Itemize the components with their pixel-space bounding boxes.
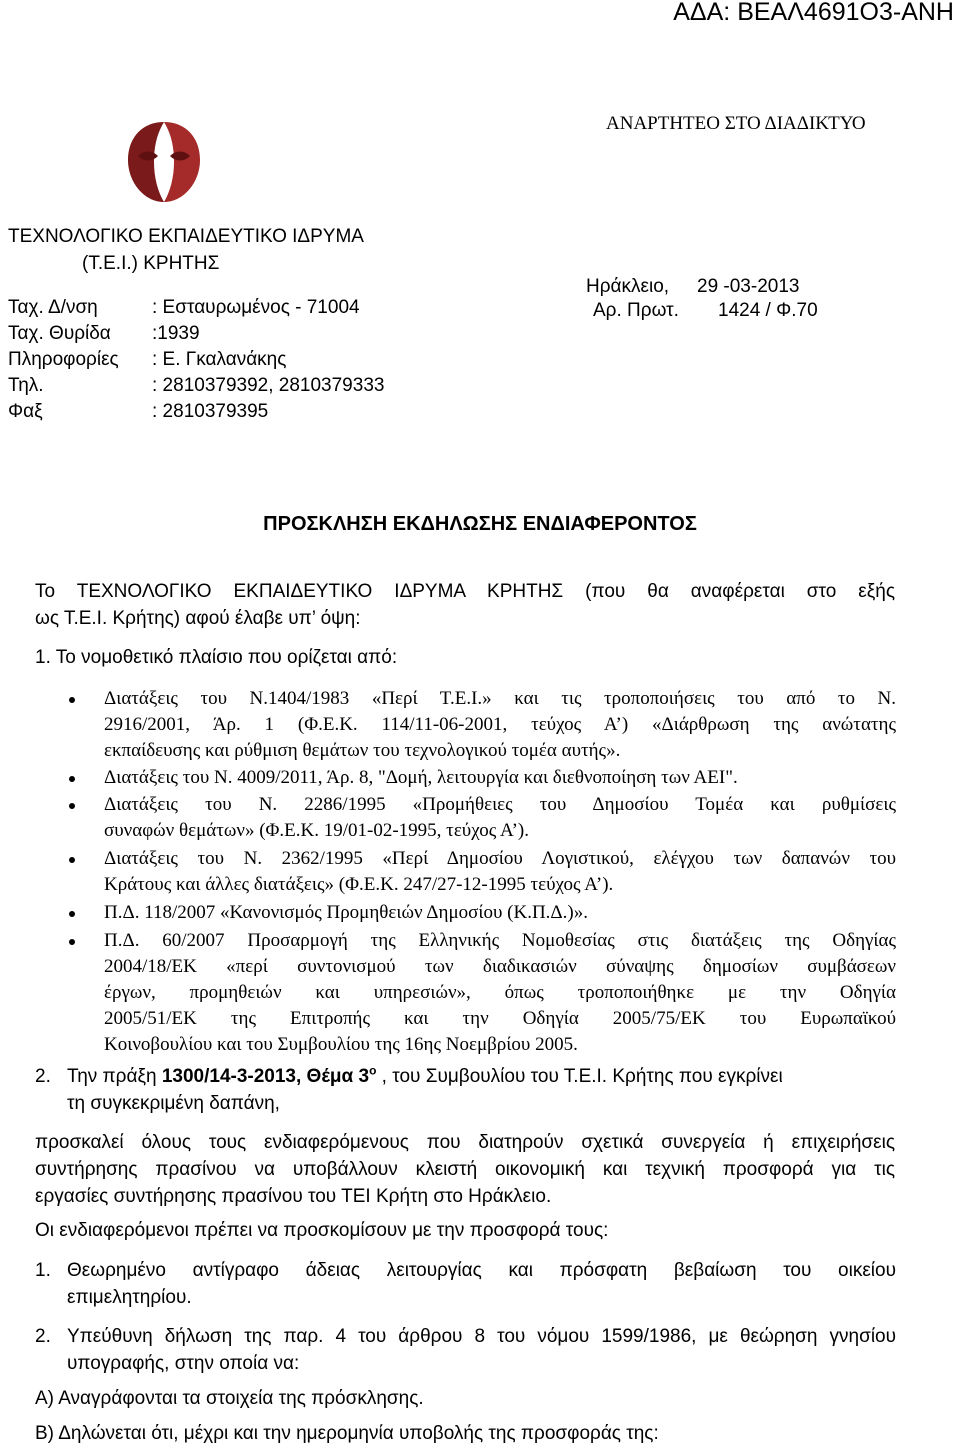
list-item: 2004/18/ΕΚ «περί συντονισμού των διαδικασιών σύναψης δημοσίων συμβάσεων	[104, 956, 896, 977]
list-item: Κοινοβουλίου και του Συμβουλίου της 16ης Νοεμβρίου 2005.	[104, 1034, 578, 1055]
institution-logo	[118, 116, 210, 208]
list-item: 2916/2001, Άρ. 1 (Φ.Ε.Κ. 114/11-06-2001, τεύχος Α’) «Διάρθρωση της ανώτατης	[104, 714, 896, 735]
list-item: 2005/51/ΕΚ της Επιτροπής και την Οδηγία 2005/75/ΕΚ του Ευρωπαϊκού	[104, 1008, 896, 1029]
item-2-sup: ο	[369, 1063, 377, 1078]
requirement-number: 1.	[35, 1260, 51, 1281]
list-item: Κράτους και άλλες διατάξεις» (Φ.Ε.Κ. 247/27-12-1995 τεύχος Α’).	[104, 874, 614, 895]
bullet-icon	[69, 697, 75, 703]
document-title: ΠΡΟΣΚΛΗΣΗ ΕΚΔΗΛΩΣΗΣ ΕΝΔΙΑΦΕΡΟΝΤΟΣ	[263, 513, 697, 535]
list-item: Διατάξεις του Ν. 2286/1995 «Προμήθειες του Δημοσίου Τομέα και ρυθμίσεις	[104, 794, 896, 815]
list-item: Π.Δ. 60/2007 Προσαρμογή της Ελληνικής Νομοθεσίας στις διατάξεις της Οδηγίας	[104, 930, 896, 951]
item-1-heading: 1. Το νομοθετικό πλαίσιο που ορίζεται από:	[35, 647, 398, 668]
item-2-pre: Την πράξη	[67, 1066, 162, 1087]
item-2-post: , του Συμβουλίου του Τ.Ε.Ι. Κρήτης που εγκρίνει	[376, 1066, 783, 1087]
bullet-icon	[69, 939, 75, 945]
contact-value: : 2810379395	[152, 401, 269, 422]
bullet-icon	[69, 803, 75, 809]
ada-code: ΑΔΑ: ΒΕΑΛ4691Ο3-ΑΝΗ	[673, 0, 954, 26]
sub-item-b: Β) Δηλώνεται ότι, μέχρι και την ημερομηνία υποβολής της προσφοράς της:	[35, 1423, 659, 1444]
invitation-line: εργασίες συντήρησης πρασίνου του ΤΕΙ Κρήτη στο Ηράκλειο.	[35, 1186, 552, 1207]
requirements-intro: Οι ενδιαφερόμενοι πρέπει να προσκομίσουν με την προσφορά τους:	[35, 1220, 609, 1241]
list-item: συναφών θεμάτων» (Φ.Ε.Κ. 19/01-02-1995, τεύχος Α’).	[104, 820, 529, 841]
contact-value: : Εσταυρωμένος - 71004	[152, 297, 360, 318]
posted-notice: ΑΝΑΡΤΗΤΕΟ ΣΤΟ ΔΙΑΔΙΚΤΥΟ	[606, 113, 866, 134]
item-2-decision: 1300/14-3-2013, Θέμα 3	[161, 1066, 370, 1087]
contact-label: Ταχ. Θυρίδα	[8, 323, 111, 344]
institution-line2: (Τ.Ε.Ι.) ΚΡΗΤΗΣ	[82, 253, 220, 274]
contact-value: : Ε. Γκαλανάκης	[152, 349, 287, 370]
requirement-line: Υπεύθυνη δήλωση της παρ. 4 του άρθρου 8 του νόμου 1599/1986, με θεώρηση γνησίου	[67, 1326, 896, 1347]
contact-label: Φαξ	[8, 401, 43, 422]
contact-label: Τηλ.	[8, 375, 44, 396]
contact-label: Ταχ. Δ/νση	[8, 297, 98, 318]
institution-line1: ΤΕΧΝΟΛΟΓΙΚΟ ΕΚΠΑΙΔΕΥΤΙΚΟ ΙΔΡΥΜΑ	[8, 226, 364, 247]
requirement-number: 2.	[35, 1326, 51, 1347]
document-date: 29 -03-2013	[697, 276, 800, 297]
item-2-line2: τη συγκεκριμένη δαπάνη,	[67, 1093, 280, 1114]
protocol-number: 1424 / Φ.70	[718, 300, 818, 321]
bullet-icon	[69, 776, 75, 782]
requirement-line: υπογραφής, στην οποία να:	[67, 1353, 300, 1374]
contact-value: :1939	[152, 323, 200, 344]
place-label: Ηράκλειο,	[586, 276, 670, 297]
invitation-line: συντήρησης πρασίνου να υποβάλλουν κλειστή οικονομική και τεχνική προσφορά για τις	[35, 1159, 895, 1180]
list-item: έργων, προμηθειών και υπηρεσιών», όπως τροποποιήθηκε με την Οδηγία	[104, 982, 896, 1003]
requirement-line: Θεωρημένο αντίγραφο άδειας λειτουργίας και πρόσφατη βεβαίωση του οικείου	[67, 1260, 896, 1281]
bullet-icon	[69, 857, 75, 863]
item-2-number: 2.	[35, 1066, 51, 1087]
intro-line: ως Τ.Ε.Ι. Κρήτης) αφού έλαβε υπ’ όψη:	[35, 608, 361, 629]
list-item: Π.Δ. 118/2007 «Κανονισμός Προμηθειών Δημοσίου (Κ.Π.Δ.)».	[104, 902, 588, 923]
list-item: εκπαίδευσης και ρύθμιση θεμάτων του τεχνολογικού τομέα αυτής».	[104, 740, 621, 761]
protocol-label: Αρ. Πρωτ.	[593, 300, 679, 321]
contact-label: Πληροφορίες	[8, 349, 119, 370]
item-2-line	[67, 1063, 783, 1090]
contact-value: : 2810379392, 2810379333	[152, 375, 385, 396]
list-item: Διατάξεις του Ν. 4009/2011, Άρ. 8, "Δομή, λειτουργία και διεθνοποίηση των ΑΕΙ".	[104, 767, 738, 788]
list-item: Διατάξεις του Ν. 2362/1995 «Περί Δημοσίου Λογιστικού, ελέγχου των δαπανών του	[104, 848, 896, 869]
intro-line: Το ΤΕΧΝΟΛΟΓΙΚΟ ΕΚΠΑΙΔΕΥΤΙΚΟ ΙΔΡΥΜΑ ΚΡΗΤΗΣ (που θα αναφέρεται στο εξής	[35, 581, 895, 602]
list-item: Διατάξεις του Ν.1404/1983 «Περί Τ.Ε.Ι.» και τις τροποποιήσεις του από το Ν.	[104, 688, 896, 709]
requirement-line: επιμελητηρίου.	[67, 1287, 192, 1308]
invitation-line: προσκαλεί όλους τους ενδιαφερόμενους που διατηρούν σχετικά συνεργεία ή επιχειρήσεις	[35, 1132, 895, 1153]
sub-item-a: Α) Αναγράφονται τα στοιχεία της πρόσκλησης.	[35, 1388, 424, 1409]
bullet-icon	[69, 911, 75, 917]
